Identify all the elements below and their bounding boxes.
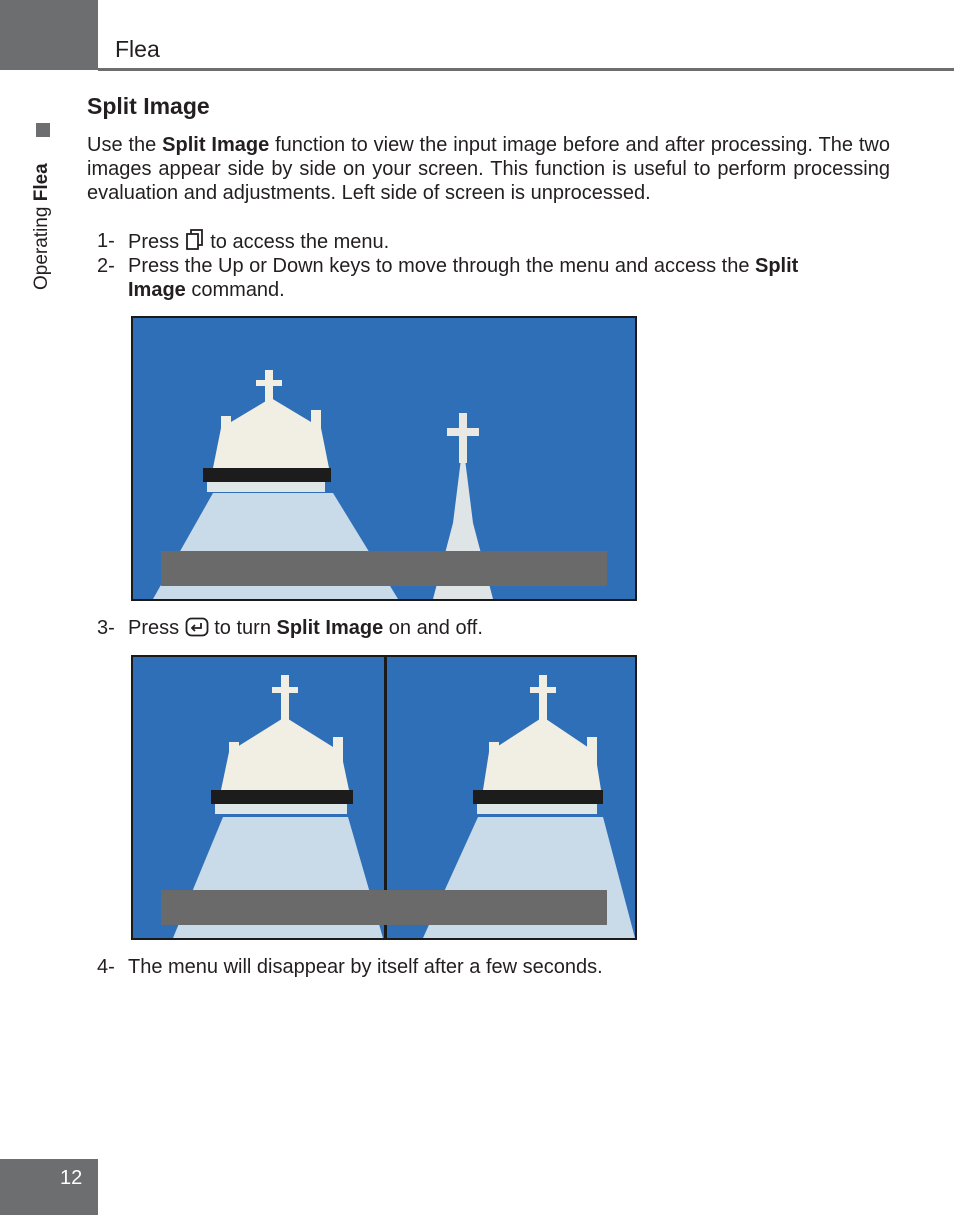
menu-screenshot — [131, 316, 637, 601]
step-text — [128, 616, 483, 643]
step-text-bold-2: Image — [128, 279, 186, 301]
footer-block — [0, 1159, 98, 1215]
step-text-bold: Split — [755, 255, 799, 277]
step-text-pre: Press — [128, 231, 185, 253]
step-text-pre: Press — [128, 617, 185, 639]
intro-term: Split Image — [162, 134, 270, 156]
step-text-post: command. — [185, 279, 285, 301]
header-title: Flea — [115, 36, 160, 62]
step-number: 3- — [97, 617, 115, 639]
sidebar-label-prefix: Operating — [31, 201, 52, 290]
step-number: 4- — [97, 956, 115, 978]
step-number: 2- — [97, 255, 115, 277]
menu-bar — [161, 890, 607, 925]
header-rule — [98, 68, 954, 71]
step-number: 1- — [97, 230, 115, 252]
intro-paragraph — [87, 133, 890, 205]
sidebar-label — [31, 163, 53, 290]
step-text — [128, 229, 389, 257]
sidebar-marker — [36, 123, 50, 137]
intro-post: function to view the input image before and after processing. The two images appear side by side on your screen. This function is useful to perform processing evaluation and adjustments. Left side of screen is unprocessed. — [87, 134, 890, 204]
intro-pre: Use the — [87, 134, 163, 156]
step-text: The menu will disappear by itself after a few seconds. — [128, 956, 603, 978]
menu-icon — [185, 229, 205, 257]
step-text-mid: to turn — [208, 617, 277, 639]
section-title: Split Image — [87, 93, 210, 119]
split-image-screenshot — [131, 655, 637, 940]
header-block — [0, 0, 98, 70]
step-text-post: to access the menu. — [204, 231, 390, 253]
step-text-post: on and off. — [383, 617, 483, 639]
page-number: 12 — [60, 1167, 83, 1189]
step-text — [128, 254, 798, 302]
menu-bar — [161, 551, 607, 586]
enter-icon — [185, 617, 209, 643]
sidebar-label-bold: Flea — [31, 163, 52, 202]
step-text-pre: Press the Up or Down keys to move through the menu and access the — [128, 255, 755, 277]
step-text-bold: Split Image — [276, 617, 384, 639]
